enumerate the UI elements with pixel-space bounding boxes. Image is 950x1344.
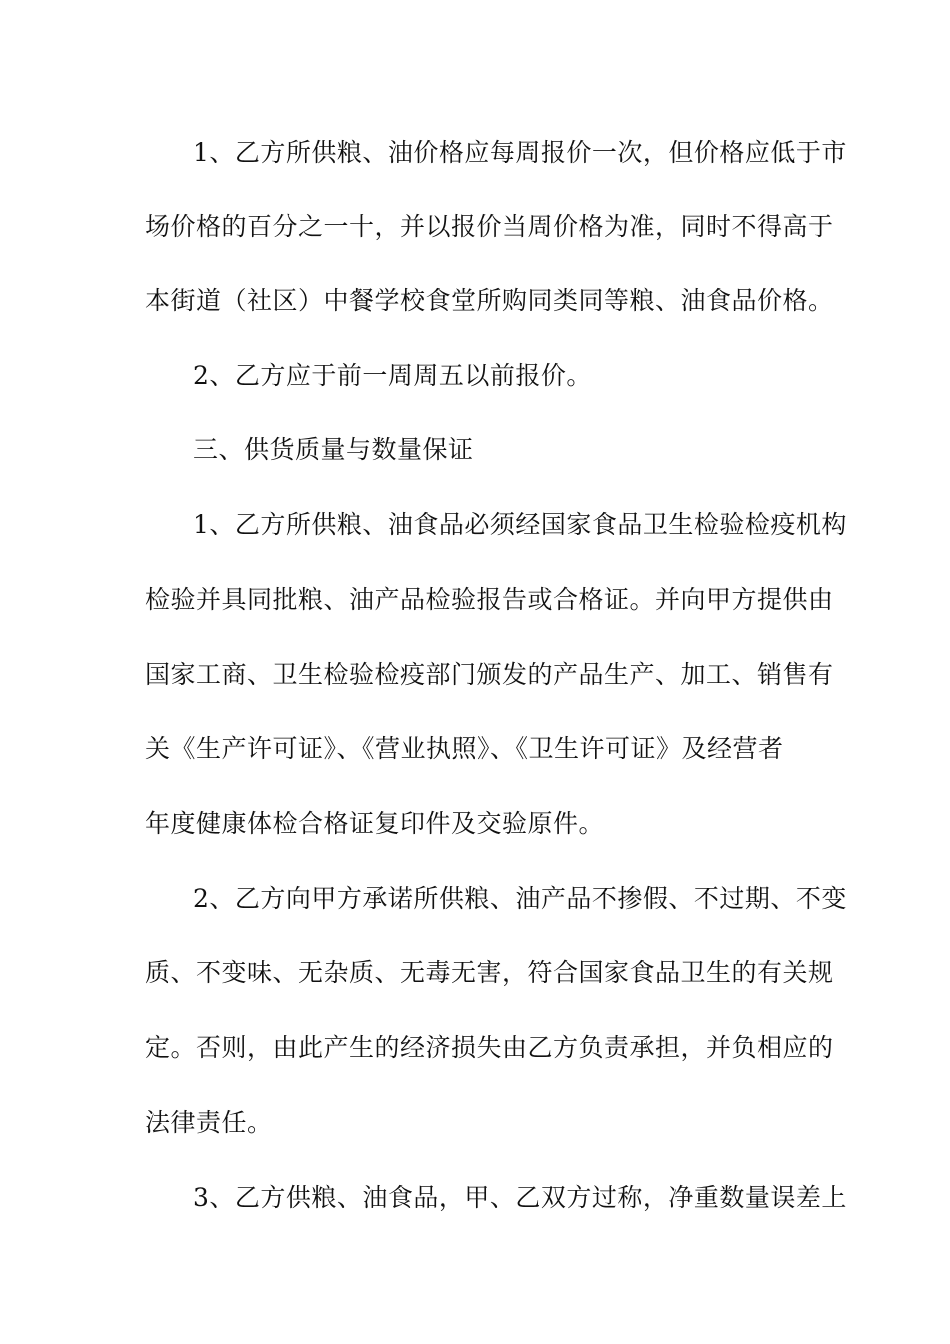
text-line-inspection-2: 检验并具同批粮、油产品检验报告或合格证。并向甲方提供由 (145, 585, 834, 614)
text-line-inspection-4: 关《生产许可证》、《营业执照》、《卫生许可证》及经营者 (145, 734, 784, 763)
text-line-promise-1: 2、乙方向甲方承诺所供粮、油产品不掺假、不过期、不变 (193, 884, 847, 913)
text-line-promise-4: 法律责任。 (145, 1108, 273, 1137)
text-line-inspection-5: 年度健康体检合格证复印件及交验原件。 (145, 809, 605, 838)
text-line-weighing-1: 3、乙方供粮、油食品，甲、乙双方过称，净重数量误差上 (193, 1183, 847, 1212)
text-line-price-2: 场价格的百分之一十，并以报价当周价格为准，同时不得高于 (145, 212, 834, 241)
text-line-promise-2: 质、不变味、无杂质、无毒无害，符合国家食品卫生的有关规 (145, 958, 834, 987)
text-line-inspection-1: 1、乙方所供粮、油食品必须经国家食品卫生检验检疫机构 (193, 510, 847, 539)
text-line-price-3: 本街道（社区）中餐学校食堂所购同类同等粮、油食品价格。 (145, 286, 834, 315)
section-heading-quality: 三、供货质量与数量保证 (193, 435, 474, 464)
text-line-promise-3: 定。否则，由此产生的经济损失由乙方负责承担，并负相应的 (145, 1033, 834, 1062)
text-line-inspection-3: 国家工商、卫生检验检疫部门颁发的产品生产、加工、销售有 (145, 660, 834, 689)
text-line-price-1: 1、乙方所供粮、油价格应每周报价一次，但价格应低于市 (193, 138, 847, 167)
text-line-quote-deadline: 2、乙方应于前一周周五以前报价。 (193, 361, 592, 390)
